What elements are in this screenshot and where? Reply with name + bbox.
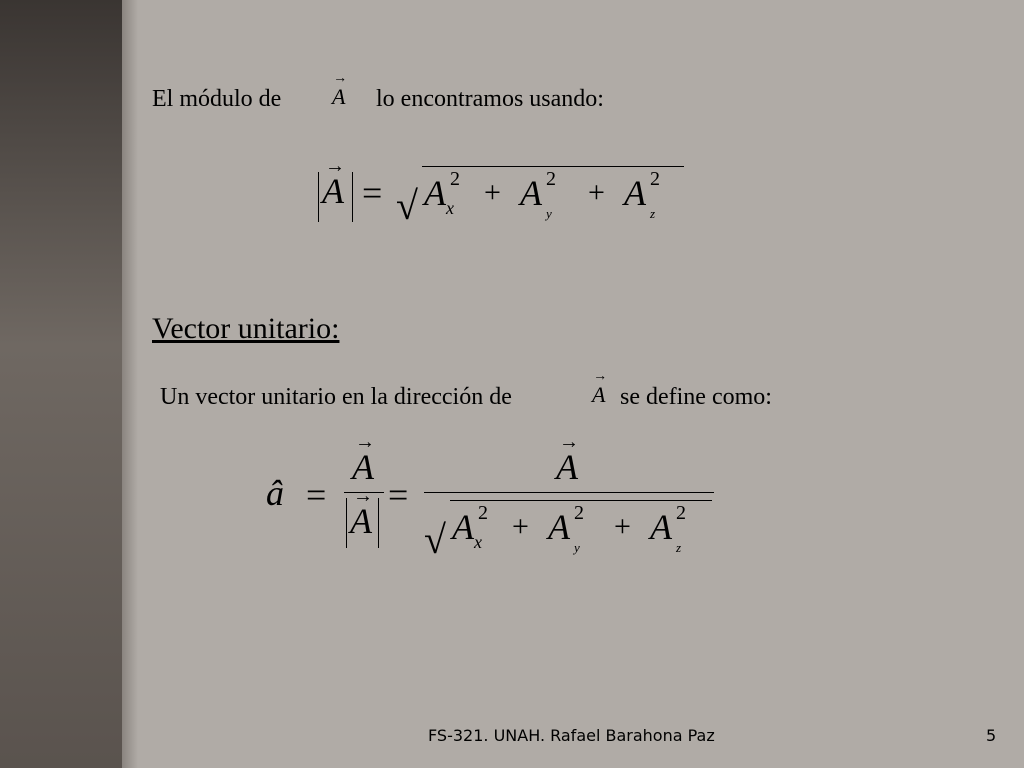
eq2-equals-2: = bbox=[388, 475, 409, 515]
eq1-equals: = bbox=[362, 173, 383, 213]
vector-letter: A bbox=[332, 84, 346, 109]
footer-text: FS-321. UNAH. Rafael Barahona Paz bbox=[428, 726, 715, 745]
vector-arrow-icon: → bbox=[559, 431, 579, 453]
eq2-plus-1: + bbox=[512, 510, 529, 543]
vector-arrow-icon: → bbox=[593, 369, 608, 384]
eq2-ax-power: 2 bbox=[478, 502, 488, 524]
vector-letter: A bbox=[322, 171, 344, 211]
eq1-vector-a bbox=[322, 155, 345, 212]
eq2-den1-vector bbox=[350, 485, 373, 542]
eq1-ax-power: 2 bbox=[450, 168, 460, 190]
vector-letter: A bbox=[592, 382, 606, 407]
eq2-ay-sub: y bbox=[574, 540, 580, 555]
vector-letter: A bbox=[350, 501, 372, 541]
eq2-sqrt-bar bbox=[450, 500, 712, 501]
eq2-az: A bbox=[650, 507, 672, 547]
text-modulo-after: lo encontramos usando: bbox=[376, 86, 604, 112]
heading-vector-unitario: Vector unitario: bbox=[152, 312, 340, 345]
eq2-unit-symbol: â bbox=[266, 473, 284, 513]
eq1-plus-2: + bbox=[588, 176, 605, 209]
eq2-ay: A bbox=[548, 507, 570, 547]
sidebar-edge bbox=[122, 0, 138, 768]
eq1-ay-sub: y bbox=[546, 206, 552, 221]
eq2-num2-vector bbox=[556, 431, 579, 488]
text-unitario-before: Un vector unitario en la dirección de bbox=[160, 384, 512, 410]
vector-arrow-icon: → bbox=[333, 71, 348, 86]
vector-letter: A bbox=[352, 447, 374, 487]
eq1-az-sub: z bbox=[650, 206, 656, 221]
eq2-abs-left bbox=[346, 498, 347, 548]
abs-bar-left bbox=[318, 172, 319, 222]
page-number: 5 bbox=[986, 726, 997, 745]
sidebar-decoration bbox=[0, 0, 122, 768]
abs-bar-right bbox=[352, 172, 353, 222]
eq1-ay: A bbox=[520, 173, 542, 213]
eq2-plus-2: + bbox=[614, 510, 631, 543]
vector-arrow-icon: → bbox=[353, 485, 373, 507]
eq2-num1-vector bbox=[352, 431, 375, 488]
eq2-abs-right bbox=[378, 498, 379, 548]
eq1-sqrt-bar bbox=[422, 166, 684, 167]
eq1-ax-sub: x bbox=[446, 198, 454, 218]
eq2-ax-sub: x bbox=[474, 532, 482, 552]
eq1-az-power: 2 bbox=[650, 168, 660, 190]
eq2-az-power: 2 bbox=[676, 502, 686, 524]
text-unitario-after: se define como: bbox=[620, 384, 772, 410]
eq2-ay-power: 2 bbox=[574, 502, 584, 524]
eq1-ax: A bbox=[424, 173, 446, 213]
eq1-az: A bbox=[624, 173, 646, 213]
inline-vector-a bbox=[332, 71, 348, 110]
eq1-plus-1: + bbox=[484, 176, 501, 209]
eq2-ax: A bbox=[452, 507, 474, 547]
eq2-fraction-bar-2 bbox=[424, 492, 714, 493]
eq2-equals-1: = bbox=[306, 475, 327, 515]
vector-letter: A bbox=[556, 447, 578, 487]
vector-arrow-icon: → bbox=[325, 155, 345, 177]
eq2-sqrt-icon: √ bbox=[424, 517, 446, 562]
vector-arrow-icon: → bbox=[355, 431, 375, 453]
text-modulo-before: El módulo de bbox=[152, 86, 282, 112]
eq1-sqrt-icon: √ bbox=[396, 183, 418, 228]
eq2-az-sub: z bbox=[676, 540, 682, 555]
inline-vector-a-2 bbox=[592, 369, 608, 408]
eq1-ay-power: 2 bbox=[546, 168, 556, 190]
